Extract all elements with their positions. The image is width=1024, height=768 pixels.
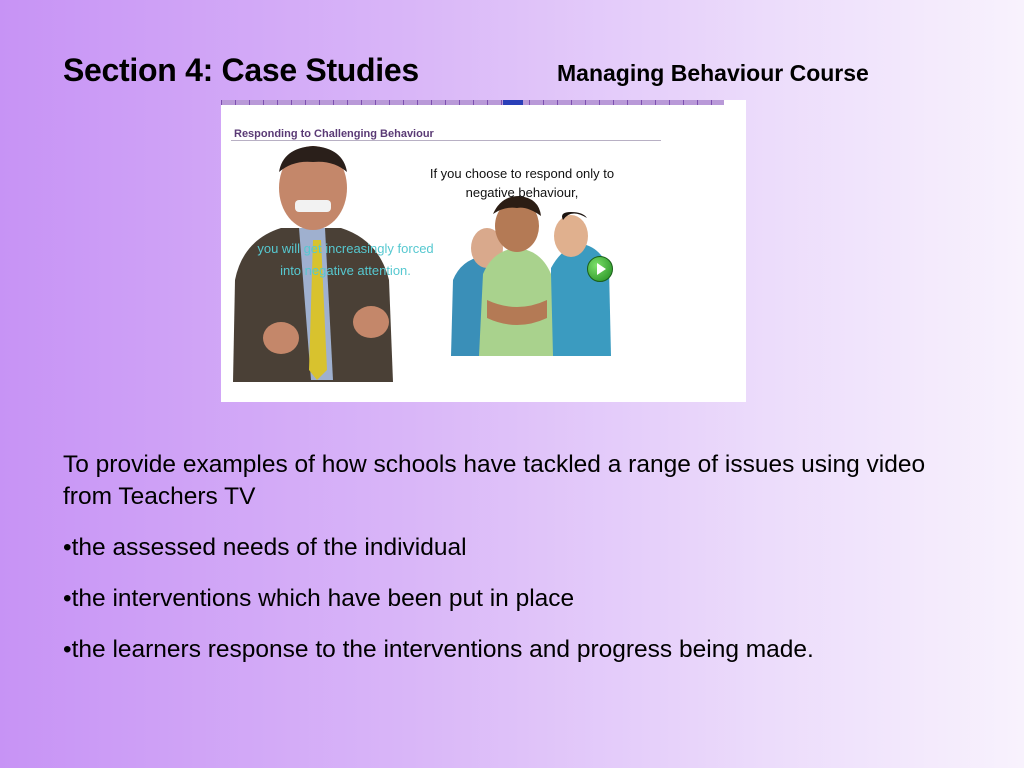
students-group (451, 196, 611, 356)
caption-right: If you choose to respond only to negative behaviour, (429, 166, 615, 200)
bullet-item: •the learners response to the interventions and progress being made. (63, 636, 814, 663)
play-icon[interactable] (587, 256, 613, 282)
slide-title: Section 4: Case Studies (63, 52, 419, 88)
bullet-item: •the interventions which have been put in place (63, 585, 575, 612)
intro-paragraph: To provide examples of how schools have tackled a range of issues using video from Teachers TV (63, 451, 926, 510)
bullet-item: •the assessed needs of the individual (63, 534, 467, 561)
screenshot-header: Responding to Challenging Behaviour (234, 128, 434, 140)
video-screenshot (221, 100, 746, 402)
body-text (63, 449, 963, 685)
course-title: Managing Behaviour Course (557, 60, 869, 86)
caption-left: you will get increasingly forced into negative attention. (257, 241, 434, 278)
